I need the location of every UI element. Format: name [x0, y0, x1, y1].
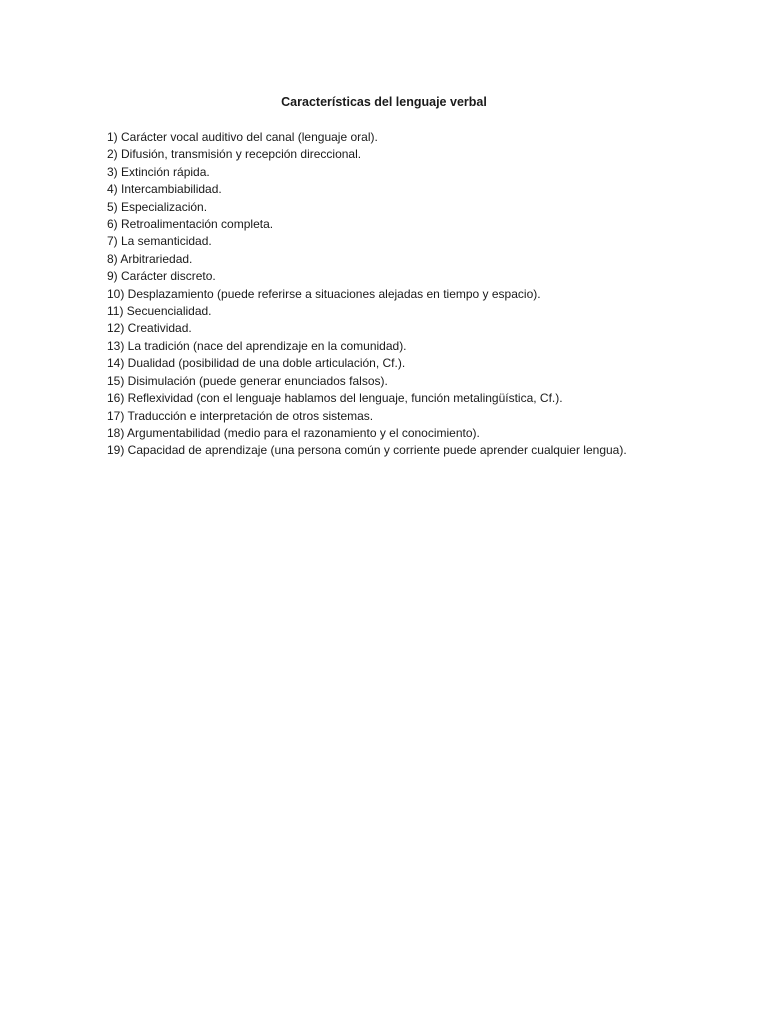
list-item: 11) Secuencialidad. — [107, 304, 212, 319]
list-item: 6) Retroalimentación completa. — [107, 217, 274, 232]
list-item: 14) Dualidad (posibilidad de una doble articulación, Cf.). — [107, 356, 406, 371]
list-item: 18) Argumentabilidad (medio para el razonamiento y el conocimiento). — [107, 425, 480, 440]
list-item: 2) Difusión, transmisión y recepción direccional. — [107, 147, 362, 162]
characteristics-list — [107, 129, 627, 460]
list-item: 7) La semanticidad. — [107, 234, 212, 249]
list-item: 10) Desplazamiento (puede referirse a situaciones alejadas en tiempo y espacio). — [107, 286, 541, 301]
list-item: 12) Creatividad. — [107, 321, 192, 336]
list-item: 4) Intercambiabilidad. — [107, 182, 222, 197]
list-item: 5) Especialización. — [107, 199, 208, 214]
list-item: 19) Capacidad de aprendizaje (una persona común y corriente puede aprender cualquier lengua). — [107, 443, 627, 458]
list-item: 9) Carácter discreto. — [107, 269, 216, 284]
page-title: Características del lenguaje verbal — [281, 95, 487, 109]
list-item: 17) Traducción e interpretación de otros sistemas. — [107, 408, 374, 423]
list-item: 15) Disimulación (puede generar enunciados falsos). — [107, 373, 388, 388]
list-item: 8) Arbitrariedad. — [107, 251, 193, 266]
list-item: 16) Reflexividad (con el lenguaje hablamos del lenguaje, función metalingüística, Cf.). — [107, 391, 563, 406]
list-item: 1) Carácter vocal auditivo del canal (lenguaje oral). — [107, 130, 378, 144]
list-item: 13) La tradición (nace del aprendizaje en la comunidad). — [107, 338, 407, 353]
list-item: 3) Extinción rápida. — [107, 164, 210, 179]
